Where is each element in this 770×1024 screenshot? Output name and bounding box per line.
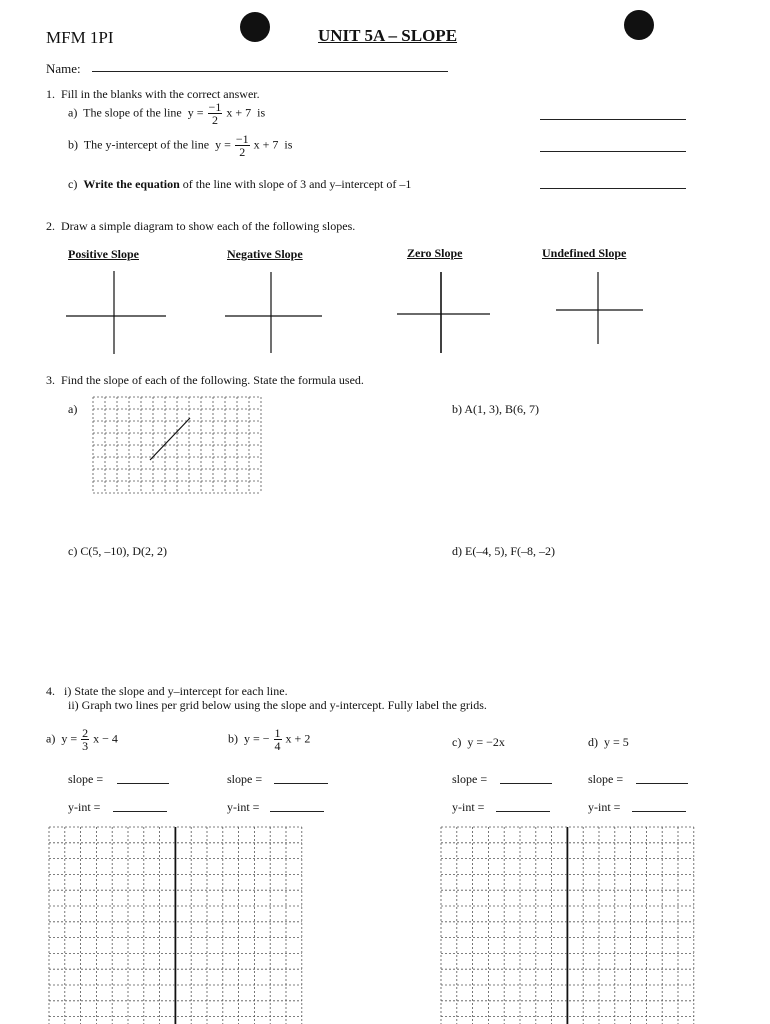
q1a-pre: The slope of the line <box>83 105 182 120</box>
q4a-lhs: y = <box>61 731 78 746</box>
name-label: Name: <box>46 61 81 76</box>
q4d-letter: d) <box>588 735 598 749</box>
q4d-slope-label: slope = <box>588 772 624 786</box>
q2-label-zero: Zero Slope <box>407 246 463 260</box>
q4a-slope-label: slope = <box>68 772 104 786</box>
q4-number: 4. <box>46 684 55 698</box>
q4d-eq: y = 5 <box>604 735 629 749</box>
q3-prompt: Find the slope of each of the following. State the formula used. <box>61 373 364 387</box>
q2-label-positive: Positive Slope <box>68 247 139 261</box>
q4b-slope-label: slope = <box>227 772 263 786</box>
q1c-letter: c) <box>68 177 78 191</box>
q4c-slope-label: slope = <box>452 772 488 786</box>
q4c-letter: c) <box>452 735 462 749</box>
q1a-frac-num: −1 <box>208 100 222 114</box>
q1b-pre: The y-intercept of the line <box>83 137 210 152</box>
q3-number: 3. <box>46 373 55 387</box>
q2-prompt: Draw a simple diagram to show each of the following slopes. <box>61 219 356 233</box>
q4a-yint-label: y-int = <box>68 800 101 814</box>
q1c-rest: of the line with slope of 3 and y–intercept of –1 <box>182 177 412 191</box>
q1b-post: is <box>284 137 293 152</box>
q4b-den: 4 <box>274 739 281 753</box>
q4a-den: 3 <box>82 739 89 753</box>
q1a-post: is <box>257 105 266 120</box>
q1a-letter: a) <box>68 105 78 120</box>
q4a-num: 2 <box>82 726 89 740</box>
q1b-frac-den: 2 <box>239 145 246 159</box>
q1b-frac-num: −1 <box>235 132 249 146</box>
q1-prompt: Fill in the blanks with the correct answer. <box>61 87 260 101</box>
q1a-frac-den: 2 <box>211 113 218 127</box>
q2-label-negative: Negative Slope <box>227 247 303 261</box>
q4c-yint-label: y-int = <box>452 800 485 814</box>
q4a-letter: a) <box>46 731 56 746</box>
q2-label-undefined: Undefined Slope <box>542 246 627 260</box>
q4-instruction-i: i) State the slope and y–intercept for each line. <box>64 684 288 698</box>
q4b-lhs: y = − <box>244 731 270 746</box>
q1b-eq-rest: x + 7 <box>253 137 279 152</box>
q3d-text: d) E(–4, 5), F(–8, –2) <box>452 544 555 558</box>
q1a-eq-rest: x + 7 <box>226 105 252 120</box>
q4-instruction-ii: ii) Graph two lines per grid below using the slope and y-intercept. Fully label the grids. <box>68 698 487 712</box>
q1b-eq-lhs: y = <box>215 137 231 152</box>
q4b-yint-label: y-int = <box>227 800 260 814</box>
page-title: UNIT 5A – SLOPE <box>318 26 458 45</box>
q3a-letter: a) <box>68 402 78 416</box>
q1b-letter: b) <box>68 137 78 152</box>
course-code: MFM 1PI <box>46 28 114 47</box>
q1a-eq-lhs: y = <box>187 105 204 120</box>
q4b-letter: b) <box>228 731 238 746</box>
q1c-bold: Write the equation <box>83 177 180 191</box>
q3b-text: b) A(1, 3), B(6, 7) <box>452 402 539 416</box>
q4a-rest: x − 4 <box>93 731 118 746</box>
q4b-num: 1 <box>274 726 281 740</box>
q2-number: 2. <box>46 219 55 233</box>
q4c-eq: y = −2x <box>467 735 505 749</box>
q4b-rest: x + 2 <box>285 731 311 746</box>
q4d-yint-label: y-int = <box>588 800 621 814</box>
q3c-text: c) C(5, –10), D(2, 2) <box>68 544 167 558</box>
q1-number: 1. <box>46 87 55 101</box>
